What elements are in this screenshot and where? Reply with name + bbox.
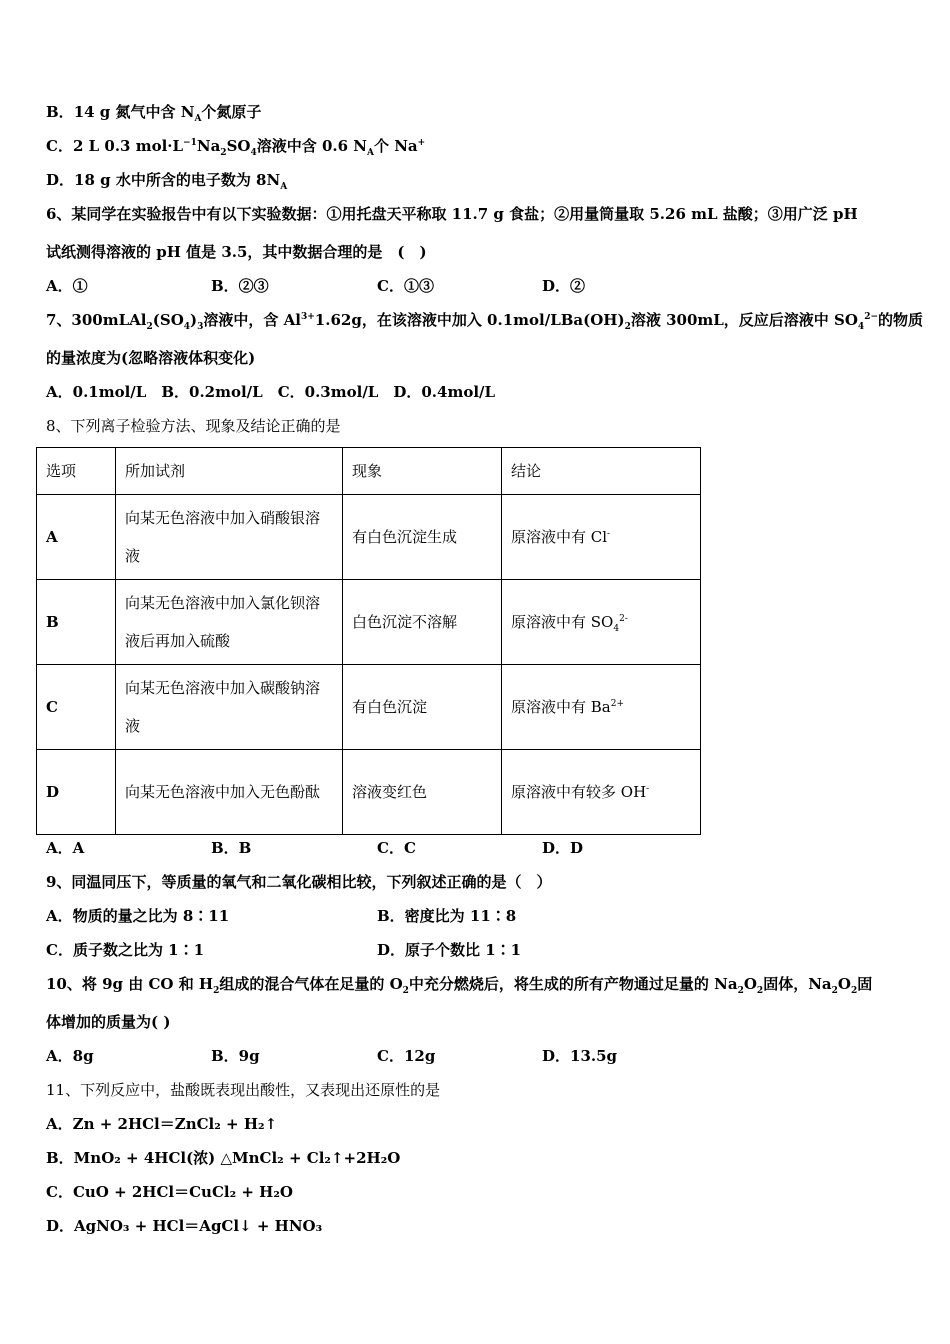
table-row [37, 665, 701, 750]
row-conclusion: 原溶液中有 $SO_4^{2-}$ [502, 580, 701, 665]
table-row [37, 495, 701, 580]
row-option: A [37, 495, 116, 580]
row-reagent: 向某无色溶液中加入硝酸银溶液 [116, 495, 343, 580]
q6-option-b: B．②③ [211, 277, 269, 295]
header-reagent: 所加试剂 [116, 448, 343, 495]
option-b-nitrogen: B．14 g 氮气中含 $N_A$个氮原子 [46, 103, 262, 124]
header-phenomenon: 现象 [343, 448, 502, 495]
q8-option-d: D．D [542, 839, 584, 857]
q7-options: A．0.1mol/L B．0.2mol/L C．0.3mol/L D．0.4mol/L [46, 383, 496, 401]
q11-option-b: B．MnO₂ + 4HCl(浓) △MnCl₂ + Cl₂↑+2H₂O [46, 1149, 401, 1167]
q10-stem-line1: 10、将 9g 由 CO 和 $H_2$组成的混合气体在足量的 $O_2$中充分燃烧后，将生成的所有产物通过足量的 $Na_2O_2$固体，$Na_2O_2$固 [46, 975, 873, 996]
row-phenomenon: 有白色沉淀 [343, 665, 502, 750]
q8-stem: 8、下列离子检验方法、现象及结论正确的是 [46, 417, 341, 435]
q9-option-b: B．密度比为 11∶8 [377, 907, 517, 925]
q10-option-d: D．13.5g [542, 1047, 618, 1065]
row-option: D [37, 750, 116, 835]
q9-stem: 9、同温同压下，等质量的氧气和二氧化碳相比较，下列叙述正确的是（ ） [46, 873, 552, 891]
row-phenomenon: 溶液变红色 [343, 750, 502, 835]
q10-option-b: B．9g [211, 1047, 260, 1065]
q8-option-b: B．B [211, 839, 252, 857]
option-c-sodium-sulfate: C．2 L 0.3 $mol\cdot L^{-1}Na_2SO_4$溶液中含 0.6 $N_A$个 Na+ [46, 137, 426, 158]
q10-stem-line2: 体增加的质量为( ) [46, 1013, 171, 1031]
q10-option-a: A．8g [46, 1047, 94, 1065]
q11-option-a: A．Zn + 2HCl＝ZnCl₂ + H₂↑ [46, 1115, 278, 1133]
q11-stem: 11、下列反应中，盐酸既表现出酸性，又表现出还原性的是 [46, 1081, 441, 1099]
q6-option-c: C．①③ [377, 277, 434, 295]
option-d-water: D．18 g 水中所含的电子数为 $8N_A$ [46, 171, 288, 192]
q8-option-a: A．A [46, 839, 85, 857]
q10-option-c: C．12g [377, 1047, 436, 1065]
q7-stem-line2: 的量浓度为(忽略溶液体积变化) [46, 349, 256, 367]
table-row [37, 580, 701, 665]
header-conclusion: 结论 [502, 448, 701, 495]
row-conclusion: 原溶液中有较多 OH- [502, 750, 701, 835]
row-reagent: 向某无色溶液中加入无色酚酞 [116, 750, 343, 835]
q6-option-a: A．① [46, 277, 88, 295]
row-phenomenon: 有白色沉淀生成 [343, 495, 502, 580]
row-option: C [37, 665, 116, 750]
table-row [37, 750, 701, 835]
q6-stem-line1: 6、某同学在实验报告中有以下实验数据：①用托盘天平称取 11.7 g 食盐；②用量筒量取 5.26 mL 盐酸；③用广泛 pH [46, 205, 858, 223]
q9-option-d: D．原子个数比 1∶1 [377, 941, 522, 959]
table-header-row [37, 448, 701, 495]
q6-option-d: D．② [542, 277, 586, 295]
q8-option-c: C．C [377, 839, 416, 857]
q8-table [36, 447, 701, 835]
q9-option-c: C．质子数之比为 1∶1 [46, 941, 205, 959]
row-phenomenon: 白色沉淀不溶解 [343, 580, 502, 665]
row-reagent: 向某无色溶液中加入碳酸钠溶液 [116, 665, 343, 750]
q11-option-d: D．AgNO₃ + HCl＝AgCl↓ + HNO₃ [46, 1217, 323, 1235]
row-conclusion: 原溶液中有 $Ba^{2+}$ [502, 665, 701, 750]
row-conclusion: 原溶液中有 Cl- [502, 495, 701, 580]
row-reagent: 向某无色溶液中加入氯化钡溶液后再加入硫酸 [116, 580, 343, 665]
row-option: B [37, 580, 116, 665]
q7-stem-line1: 7、$300mLAl_2(SO_4)_3$溶液中，含 $Al^{3+}1.62g$，在该溶液中加入 $0.1mol/LBa(OH)_2$溶液 300mL，反应后溶液中 $SO_4^{2-}$的物质 [46, 311, 924, 332]
q6-stem-line2: 试纸测得溶液的 pH 值是 3.5，其中数据合理的是 ( ) [46, 243, 427, 261]
header-option: 选项 [37, 448, 116, 495]
q9-option-a: A．物质的量之比为 8∶11 [46, 907, 230, 925]
q11-option-c: C．CuO + 2HCl＝CuCl₂ + H₂O [46, 1183, 293, 1201]
